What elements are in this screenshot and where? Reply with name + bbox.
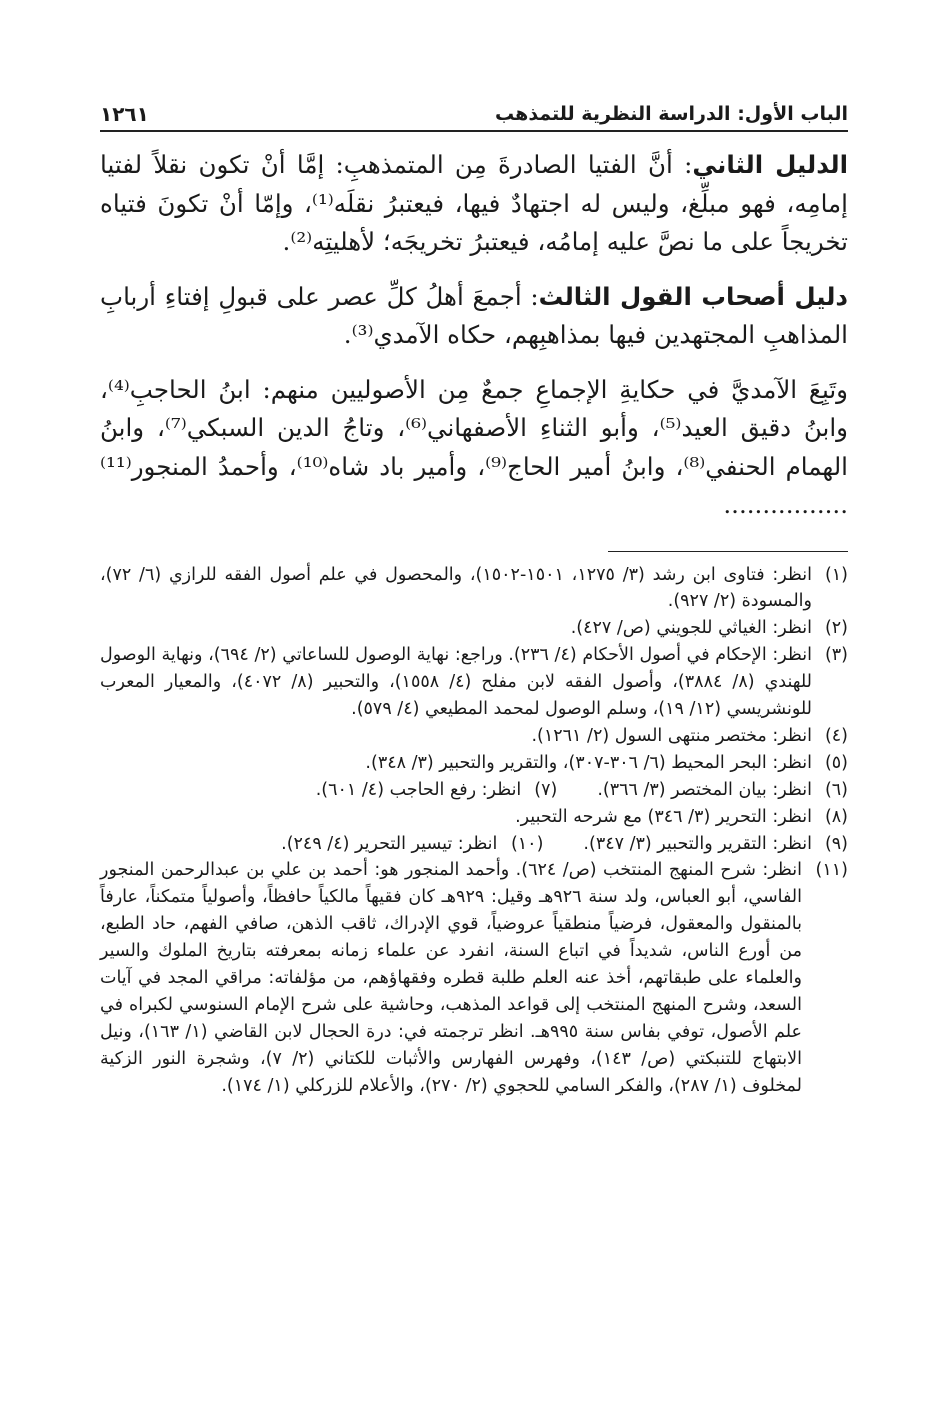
footnote-number: (٨) (824, 806, 848, 827)
main-text (100, 146, 848, 525)
paragraph-followers (100, 371, 848, 525)
paragraph-text: وتَبِعَ الآمديَّ في حكايةِ الإجماعِ جمعٌ مِن الأصوليين منهم: ابنُ الحاجبِ⁽⁴⁾، وابنُ دقيق العيد⁽⁵⁾، وأبو الثناءِ الأصفهاني⁽⁶⁾، وتاجُ الدين السبكي⁽⁷⁾، وابنُ الهمام الحنفي⁽⁸⁾، وابنُ أمير الحاج⁽⁹⁾، وأمير باد شاه⁽¹⁰⁾، وأحمدُ المنجور⁽¹¹⁾ (100, 374, 849, 481)
footnote-item (316, 777, 558, 804)
footnote-number: (٦) (824, 779, 848, 800)
footnote-text: انظر: التحرير (٣/ ٣٤٦) مع شرحه التحبير. (515, 806, 812, 827)
footnote-number: (٩) (824, 833, 848, 854)
footnote-number: (٣) (824, 645, 848, 666)
footnote-text: انظر: بيان المختصر (٣/ ٣٦٦). (597, 779, 812, 800)
footnote-number: (١٠) (510, 833, 544, 854)
header-divider (100, 130, 848, 132)
footnote-number: (١١) (815, 860, 848, 881)
footnote-item (100, 857, 848, 1099)
continuation-dots: ................ (723, 490, 848, 519)
footnote-item (100, 562, 848, 616)
footnote-item (100, 804, 848, 831)
footnote-item (100, 750, 848, 777)
paragraph-lead: الدليل الثاني (692, 150, 848, 179)
footnote-text: انظر: البحر المحيط (٦/ ٣٠٦-٣٠٧)، والتقرير والتحبير (٣/ ٣٤٨). (365, 752, 812, 773)
paragraph-lead: دليل أصحاب القول الثالث (538, 281, 848, 311)
footnote-item (100, 615, 848, 642)
footnote-item (281, 831, 543, 858)
paragraph-second-evidence (100, 146, 848, 262)
footnote-item (100, 723, 848, 750)
footnote-text: انظر: فتاوى ابن رشد (٣/ ١٢٧٥، ١٥٠١-١٥٠٢)، والمحصول في علم أصول الفقه للرازي (٦/ ٧٢)، والمسودة (٢/ ٩٢٧). (100, 564, 812, 612)
footnote-item (100, 642, 848, 723)
footnotes (100, 562, 848, 1100)
footnote-text: انظر: شرح المنهج المنتخب (ص/ ٦٢٤). وأحمد المنجور هو: أحمد بن علي بن عبدالرحمن المنجور الفاسي، أبو العباس، ولد سنة ٩٢٦هـ وقيل: ٩٢٩هـ كان فقيهاً مالكياً حافظاً، وأصولياً متمكناً، عارفاً بالمنقول والمعقول، فرضياً منطقياً عروضياً، قوي الإدراك، ثاقب الذهن، صافي الفهم، حاد الطبع، من أورع الناس، شديداً في اتباع السنة، انفرد عن علماء زمانه بمعرفته بتاريخ الملوك والسير والعلماء على طبقاتهم، أخذ عنه العلم طلبة قطره وفقهاؤهم، من مؤلفاته: مراقي المجد في آيات السعد، وشرح المنهج المنتخب إلى قواعد المذهب، وحاشية على شرح الإمام السنوسي لكبراه في علم الأصول، توفي بفاس سنة ٩٩٥هـ. انظر ترجمته في: درة الحجال لابن القاضي (١/ ١٦٣)، ونيل الابتهاج للتنبكتي (ص/ ١٤٣)، وفهرس الفهارس والأثبات للكتاني (٢/ ٧)، وشجرة النور الزكية لمخلوف (١/ ٢٨٧)، والفكر السامي للحجوي (٢/ ٢٧٠)، والأعلام للزركلي (١/ ١٧٤). (100, 860, 802, 1096)
footnote-text: انظر: مختصر منتهى السول (٢/ ١٢٦١). (531, 725, 812, 746)
page-number: ١٢٦١ (100, 102, 149, 126)
footnote-item (583, 831, 848, 858)
paragraph-third-opinion (100, 278, 848, 355)
footnote-number: (٥) (824, 752, 848, 773)
book-page (100, 96, 848, 1100)
footnote-number: (٤) (824, 725, 848, 746)
running-header (100, 96, 848, 126)
paragraph-text: : أنَّ الفتيا الصادرةَ مِن المتمذهبِ: إمَّا أنْ تكون نقلاً لفتيا إمامِه، فهو مبلِّغ، وليس له اجتهادٌ فيها، فيعتبرُ نقلَه⁽¹⁾، وإمّا أنْ تكونَ فتياه تخريجاً على ما نصَّ عليه إمامُه، فيعتبرُ تخريجَه؛ لأهليتِه⁽²⁾. (100, 150, 848, 256)
footnote-number: (١) (824, 564, 848, 585)
footnote-text: انظر: الإحكام في أصول الأحكام (٤/ ٢٣٦). وراجع: نهاية الوصول للساعاتي (٢/ ٦٩٤)، ونهاية الوصول للهندي (٨/ ٣٨٨٤)، وأصول الفقه لابن مفلح (٤/ ١٥٥٨)، والتحبير (٨/ ٤٠٧٢)، والمعيار المعرب للونشريسي (١٢/ ١٩)، وسلم الوصول لمحمد المطيعي (٤/ ٥٧٩). (100, 645, 812, 720)
footnote-text: انظر: رفع الحاجب (٤/ ٦٠١). (315, 779, 522, 800)
footnote-pair (100, 831, 848, 858)
footnote-number: (٧) (534, 779, 558, 800)
footnote-text: انظر: التقرير والتحبير (٣/ ٣٤٧). (583, 833, 812, 854)
footnote-separator (608, 551, 848, 552)
footnote-item (597, 777, 848, 804)
chapter-title: الباب الأول: الدراسة النظرية للتمذهب (495, 103, 848, 125)
footnote-text: انظر: تيسير التحرير (٤/ ٢٤٩). (281, 833, 498, 854)
footnote-text: انظر: الغياثي للجويني (ص/ ٤٢٧). (570, 618, 812, 639)
footnote-number: (٢) (824, 618, 848, 639)
paragraph-text: : أجمعَ أهلُ كلِّ عصر على قبولِ إفتاءِ أربابِ المذاهبِ المجتهدين فيها بمذاهبِهم، حكاه الآمدي⁽³⁾. (100, 281, 848, 349)
footnote-pair (100, 777, 848, 804)
